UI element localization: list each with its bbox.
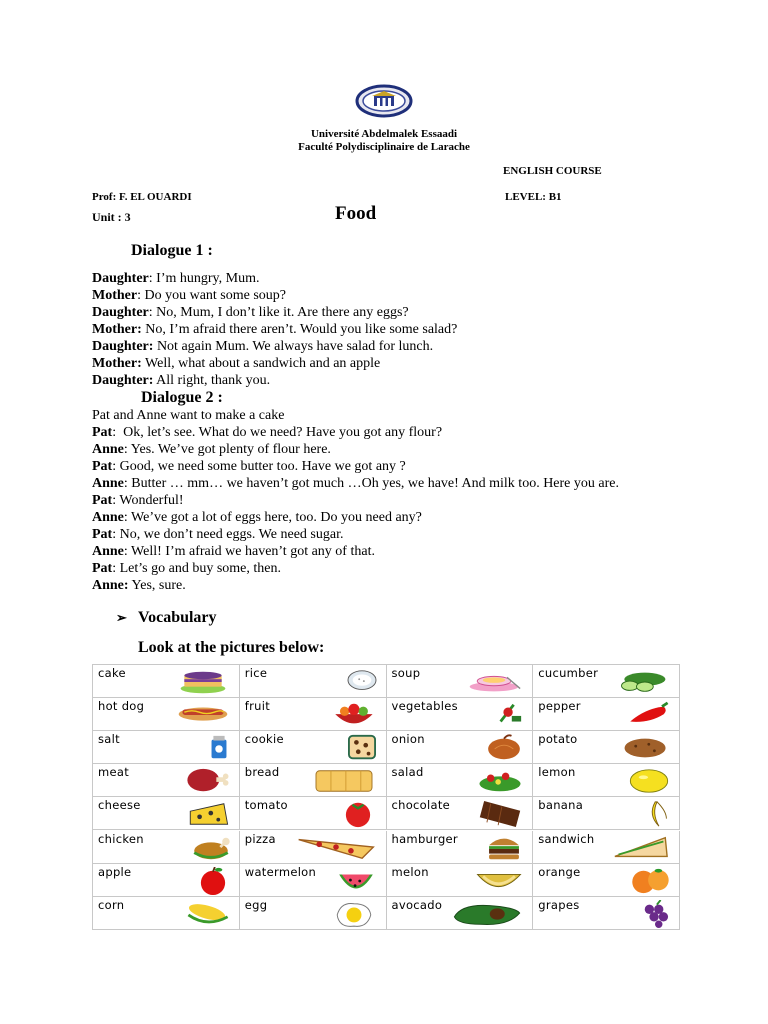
meat-icon [183,767,231,795]
speaker-separator: : [123,544,132,559]
speaker-separator: : [123,510,132,525]
vocab-cell [387,764,534,797]
dialogue-2-title: Dialogue 2 : [141,389,223,406]
speaker-name: Daughter: [92,373,154,388]
cucumber-icon [615,668,671,696]
vocab-cell [533,831,680,864]
vocab-word: rice [244,666,268,680]
vocab-word: corn [98,897,125,912]
vocab-word: hot dog [98,699,145,714]
vocab-word: potato [538,732,578,747]
dialogue-line [92,458,619,475]
speaker-separator: : [112,527,120,542]
vocab-word: orange [538,864,581,879]
dialogue-line [92,338,457,355]
vocab-cell [240,764,387,797]
speaker-name: Mother: [92,356,142,371]
dialogue-line [92,475,619,492]
banana-icon [645,800,671,828]
dialogue-1-title: Dialogue 1 : [131,242,213,259]
dialogue-line [92,577,619,594]
speaker-name: Pat [92,561,113,576]
vocab-word: cake [98,666,126,680]
vocab-cell [387,731,534,764]
vocab-word: vegetables [391,699,458,714]
speaker-separator: : [148,271,157,286]
course-label: ENGLISH COURSE [503,165,602,177]
line-text: Wonderful! [119,493,184,508]
speaker-separator: : [123,442,131,457]
arrow-bullet-icon: ➢ [116,610,127,625]
speaker-separator: : [112,561,120,576]
dialogue-line [92,270,457,287]
line-text: We’ve got a lot of eggs here, too. Do you need any? [131,510,422,525]
hamburger-icon [484,834,524,862]
fruit-bowl-icon [328,701,378,729]
vocab-word: lemon [538,765,576,780]
vocab-word: watermelon [244,864,317,879]
vocabulary-grid [92,664,680,930]
speaker-name: Anne [92,510,124,525]
avocado-icon [450,900,524,928]
hot-dog-icon [175,701,231,729]
vocab-word: cucumber [538,666,599,680]
tomato-icon [338,800,378,828]
vocab-cell [533,731,680,764]
level-label: LEVEL: B1 [505,191,562,203]
speaker-separator: : [137,288,145,303]
vocab-cell [533,897,680,930]
grapes-icon [639,900,671,928]
vocab-word: pepper [538,699,581,714]
vocab-cell [240,665,387,698]
vocab-cell [93,731,240,764]
vegetables-icon [494,701,524,729]
vocabulary-heading [116,609,217,627]
line-text: Not again Mum. We always have salad for lunch. [156,339,434,354]
dialogue-line [92,492,619,509]
pizza-icon [294,834,378,862]
vocab-cell [533,665,680,698]
vocab-word: bread [244,765,280,780]
line-text: I’m hungry, Mum. [156,271,260,286]
lemon-icon [627,767,671,795]
speaker-separator: : [148,305,157,320]
speaker-name: Mother: [92,322,142,337]
line-text: Well! I’m afraid we haven’t got any of that. [131,544,375,559]
dialogue-line [92,526,619,543]
vocab-cell [240,731,387,764]
vocabulary-instruction: Look at the pictures below: [138,639,325,656]
vocab-cell [387,698,534,731]
dialogue-line [92,372,457,389]
vocab-cell [387,665,534,698]
vocab-word: hamburger [391,831,458,846]
speaker-name: Daughter [92,271,149,286]
vocab-word: avocado [391,897,443,912]
vocabulary-heading-text: Vocabulary [138,609,217,626]
sandwich-icon [611,834,671,862]
speaker-name: Pat [92,493,113,508]
line-text: Well, what about a sandwich and an apple [145,356,381,371]
vocab-cell [240,831,387,864]
line-text: Yes, sure. [131,578,186,593]
line-text: Butter … mm… we haven’t got much …Oh yes, we have! And milk too. Here you are. [131,476,619,491]
vocab-cell [240,864,387,897]
speaker-name: Anne [92,476,124,491]
salt-icon [207,734,231,762]
onion-icon [484,734,524,762]
cookie-icon [346,734,378,762]
speaker-separator: : [112,459,120,474]
speaker-name: Mother [92,288,138,303]
vocab-cell [93,698,240,731]
vocab-cell [93,897,240,930]
vocab-cell [240,897,387,930]
vocab-cell [387,864,534,897]
vocab-word: banana [538,798,584,813]
professor-label: Prof: F. EL OUARDI [92,191,192,203]
vocab-word: grapes [538,897,580,912]
watermelon-icon [334,867,378,895]
vocab-word: salad [391,765,424,780]
vocab-word: egg [244,897,268,912]
vocab-word: sandwich [538,831,595,846]
vocab-word: soup [391,666,421,680]
dialogue-line [92,355,457,372]
line-text: Ok, let’s see. What do we need? Have you got any flour? [123,425,443,440]
vocab-word: pizza [244,831,276,846]
line-text: All right, thank you. [156,373,271,388]
vocab-word: meat [98,765,130,780]
egg-icon [330,900,378,928]
speaker-name: Pat [92,459,113,474]
melon-icon [474,867,524,895]
dialogue-line [92,543,619,560]
dialogue-line [92,287,457,304]
speaker-separator: : [112,493,120,508]
vocab-cell [240,698,387,731]
speaker-name: Daughter [92,305,149,320]
vocab-cell [533,764,680,797]
dialogue-line [92,560,619,577]
dialogue-line [92,321,457,338]
chicken-icon [191,834,231,862]
speaker-separator: : [112,425,124,440]
speaker-name: Pat [92,527,113,542]
university-name: Université Abdelmalek Essaadi [310,128,458,140]
line-text: Do you want some soup? [144,288,287,303]
vocab-word: apple [98,864,132,879]
speaker-separator: : [123,476,132,491]
vocab-cell [533,864,680,897]
dialogue-line [92,304,457,321]
rice-icon [346,668,378,696]
speaker-name: Pat [92,425,113,440]
dialogue-1-lines [92,270,457,389]
line-text: No, we don’t need eggs. We need sugar. [119,527,344,542]
vocab-cell [533,698,680,731]
vocab-word: fruit [244,699,271,714]
dialogue-line [92,424,619,441]
soup-icon [464,668,524,696]
line-text: No, Mum, I don’t like it. Are there any eggs? [156,305,409,320]
dialogue-line [92,441,619,458]
vocab-word: salt [98,732,120,747]
dialogue-2-intro: Pat and Anne want to make a cake [92,408,285,423]
speaker-name: Anne: [92,578,129,593]
dialogue-line [92,509,619,526]
apple-icon [195,867,231,895]
faculty-name: Faculté Polydisciplinaire de Larache [298,141,470,153]
orange-icon [629,867,671,895]
line-text: Let’s go and buy some, then. [119,561,281,576]
line-text: Good, we need some butter too. Have we got any ? [119,459,406,474]
unit-label: Unit : 3 [92,210,131,224]
vocab-cell [93,764,240,797]
vocab-cell [387,797,534,830]
university-logo-icon [355,84,413,118]
vocab-word: onion [391,732,425,747]
vocab-word: chocolate [391,798,451,813]
vocab-cell [387,831,534,864]
vocab-cell [533,797,680,830]
line-text: No, I’m afraid there aren’t. Would you like some salad? [145,322,458,337]
vocab-cell [240,797,387,830]
pepper-icon [625,701,671,729]
bread-icon [310,767,378,795]
speaker-name: Anne [92,544,124,559]
chocolate-icon [476,800,524,828]
vocab-cell [93,797,240,830]
line-text: Yes. We’ve got plenty of flour here. [130,442,331,457]
vocab-word: tomato [244,798,288,813]
dialogue-2-lines [92,407,619,594]
vocab-cell [387,897,534,930]
vocab-word: chicken [98,831,144,846]
cake-icon [175,668,231,696]
potato-icon [621,734,671,762]
vocab-word: cookie [244,732,284,747]
vocab-cell [93,665,240,698]
corn-icon [185,900,231,928]
salad-icon [476,767,524,795]
page-title: Food [335,203,377,224]
vocab-cell [93,831,240,864]
vocab-word: cheese [98,798,141,813]
vocab-word: melon [391,864,429,879]
speaker-name: Anne [92,442,124,457]
cheese-icon [185,800,231,828]
speaker-name: Daughter: [92,339,154,354]
vocab-cell [93,864,240,897]
